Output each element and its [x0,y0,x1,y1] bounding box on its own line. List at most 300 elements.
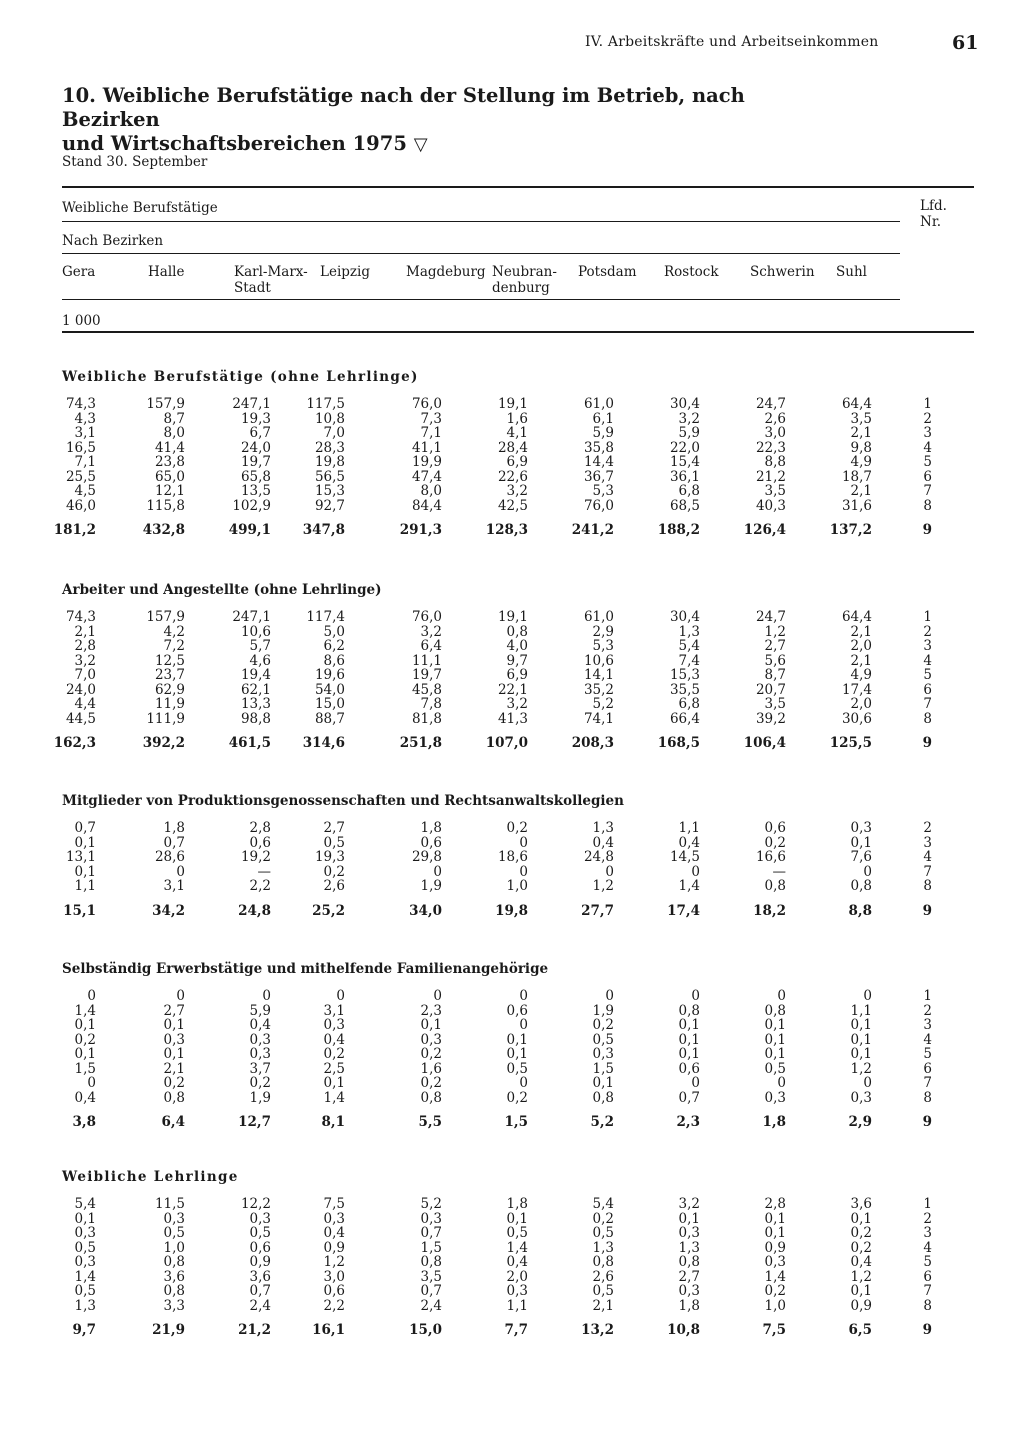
table-cell: 19,7 [240,454,271,470]
table-cell: 7,5 [762,1322,786,1338]
table-cell: 0 [87,988,96,1004]
table-cell: 98,8 [240,710,271,727]
table-cell: 54,0 [314,681,345,698]
table-cell: 0 [777,1075,786,1091]
table-cell: 13,5 [240,483,271,499]
table-cell: 45,8 [411,681,442,698]
table-cell: 1,5 [74,1060,96,1077]
table-cell: 0 [519,863,528,880]
table-cell: 0,2 [420,1075,442,1091]
table-cell: 41,3 [497,710,528,727]
table-cell: 4,9 [850,454,872,470]
column-header-line: Magdeburg [406,264,486,280]
row-number: 3 [923,1225,932,1241]
table-cell: 0,2 [323,863,345,880]
table-row [0,668,1024,683]
row-number: 8 [923,1297,932,1314]
table-cell: 1,8 [163,820,185,836]
table-cell: 392,2 [142,735,185,751]
table-cell: 3,1 [74,425,96,441]
table-cell: 3,6 [249,1268,271,1285]
table-cell: 0 [863,863,872,880]
table-cell: 22,0 [669,439,700,456]
table-row [0,1062,1024,1077]
table-cell: 8,8 [764,454,786,470]
table-cell: 1,8 [420,820,442,836]
table-cell: 2,6 [592,1268,614,1285]
table-cell: 1,4 [74,1268,96,1285]
table-cell: 19,4 [240,667,271,683]
total-row [0,902,1024,920]
table-cell: 2,1 [850,483,872,499]
table-cell: 181,2 [53,522,96,538]
table-cell: 0,1 [678,1031,700,1048]
table-cell: 0,4 [850,1254,872,1270]
table-cell: 0,2 [506,1089,528,1106]
table-row [0,836,1024,851]
table-cell: 0,3 [850,1089,872,1106]
table-cell: 2,7 [678,1268,700,1285]
row-number: 2 [923,1002,932,1019]
row-number: 4 [923,1031,932,1048]
table-cell: 15,3 [314,483,345,499]
column-header-line: Potsdam [578,264,637,280]
table-cell: 0 [433,988,442,1004]
table-cell: 19,7 [411,667,442,683]
table-cell: 0,2 [506,820,528,836]
table-cell: 0,1 [850,1046,872,1062]
column-header [750,264,815,280]
table-cell: 7,1 [74,454,96,470]
table-cell: 0 [519,1075,528,1091]
table-cell: 24,0 [240,439,271,456]
table-cell: 0,1 [678,1210,700,1227]
table-cell: 92,7 [314,497,345,514]
table-cell: 10,6 [583,652,614,669]
table-cell: 0 [519,834,528,851]
table-cell: 22,1 [497,681,528,698]
lfd-line-2: Nr. [920,214,942,230]
header-rule-3 [62,299,900,300]
table-cell: 22,6 [497,468,528,485]
table-cell: 1,9 [249,1089,271,1106]
row-number: 1 [923,609,932,625]
table-cell: 0 [863,988,872,1004]
table-cell: 1,3 [74,1297,96,1314]
table-cell: 39,2 [755,710,786,727]
table-cell: 0,7 [420,1283,442,1299]
table-cell: 3,2 [506,483,528,499]
table-cell: 106,4 [743,735,786,751]
table-cell: 5,9 [249,1002,271,1019]
table-cell: 1,3 [678,1239,700,1256]
table-cell: 2,6 [323,878,345,894]
table-cell: 36,7 [583,468,614,485]
table-cell: 0,1 [850,834,872,851]
table-cell: 18,7 [841,468,872,485]
table-cell: 0,5 [592,1031,614,1048]
table-cell: 0,4 [74,1089,96,1106]
table-cell: 3,5 [420,1268,442,1285]
table-cell: 0,3 [163,1031,185,1048]
column-header-line: Schwerin [750,264,815,280]
table-cell: 46,0 [65,497,96,514]
row-number: 3 [923,425,932,441]
table-cell: 0,3 [249,1046,271,1062]
table-cell: 65,8 [240,468,271,485]
column-header-line: Stadt [234,280,271,296]
table-cell: 56,5 [314,468,345,485]
table-cell: 19,1 [497,396,528,412]
table-row [0,879,1024,894]
table-cell: 1,5 [420,1239,442,1256]
table-cell: 8,8 [848,902,872,919]
table-cell: 3,6 [163,1268,185,1285]
table-cell: 2,4 [420,1297,442,1314]
table-cell: 0,3 [678,1225,700,1241]
row-number: 1 [923,396,932,412]
table-cell: 1,2 [850,1060,872,1077]
table-cell: 0,8 [163,1283,185,1299]
table-row [0,1033,1024,1048]
table-cell: 0,3 [420,1210,442,1227]
table-cell: 28,6 [154,849,185,865]
table-cell: 1,2 [850,1268,872,1285]
row-number: 6 [923,1268,932,1285]
table-cell: 2,5 [323,1060,345,1077]
table-cell: 0 [176,988,185,1004]
table-cell: 0,8 [420,1254,442,1270]
table-cell: 0,7 [678,1089,700,1106]
total-row [0,1113,1024,1131]
table-cell: 74,3 [65,396,96,412]
table-cell: 0 [262,988,271,1004]
table-cell: 5,7 [249,638,271,654]
row-number: 9 [922,1322,932,1338]
column-header [148,264,184,280]
table-cell: 0,7 [249,1283,271,1299]
table-row [0,1299,1024,1314]
table-cell: 1,2 [592,878,614,894]
table-row [0,1270,1024,1285]
row-number: 2 [923,410,932,427]
header-rule-1 [62,221,900,222]
table-cell: 1,4 [74,1002,96,1019]
row-number: 5 [923,667,932,683]
table-cell: 117,5 [306,396,345,412]
column-header-line: Karl-Marx- [234,264,308,280]
table-cell: 7,0 [74,667,96,683]
table-cell: 1,6 [420,1060,442,1077]
table-cell: 0,3 [249,1031,271,1048]
table-cell: 40,3 [755,497,786,514]
table-cell: 0,8 [420,1089,442,1106]
table-cell: 251,8 [399,735,442,751]
table-cell: 7,5 [323,1196,345,1212]
table-cell: 291,3 [399,522,442,538]
table-cell: 0,4 [323,1225,345,1241]
table-cell: 0,8 [850,878,872,894]
table-cell: 137,2 [829,522,872,538]
table-cell: 9,7 [506,652,528,669]
table-cell: 74,3 [65,609,96,625]
table-cell: 21,2 [238,1322,271,1338]
table-cell: 0,3 [592,1046,614,1062]
row-number: 9 [922,735,932,751]
table-cell: 16,1 [312,1322,345,1338]
table-cell: 74,1 [583,710,614,727]
title-line-2-text: und Wirtschaftsbereichen 1975 [62,132,407,155]
table-cell: 117,4 [306,609,345,625]
table-cell: 0,1 [74,1046,96,1062]
total-row [0,734,1024,752]
row-number: 3 [923,834,932,851]
table-cell: 107,0 [485,735,528,751]
row-number: 4 [923,1239,932,1256]
table-cell: 7,6 [850,849,872,865]
table-cell: 22,3 [755,439,786,456]
table-row [0,850,1024,865]
table-cell: 8,7 [163,410,185,427]
table-cell: 1,8 [678,1297,700,1314]
table-cell: 0,4 [592,834,614,851]
table-cell: 0,1 [850,1283,872,1299]
row-number: 3 [923,1017,932,1033]
table-row [0,470,1024,485]
row-number: 4 [923,849,932,865]
table-row [0,639,1024,654]
table-cell: 0,1 [420,1017,442,1033]
table-cell: 76,0 [583,497,614,514]
table-cell: 81,8 [411,710,442,727]
table-cell: 1,3 [592,1239,614,1256]
table-cell: 88,7 [314,710,345,727]
table-cell: 30,6 [841,710,872,727]
table-cell: 0 [863,1075,872,1091]
table-cell: 7,7 [504,1322,528,1338]
table-cell: 31,6 [841,497,872,514]
table-cell: 5,6 [764,652,786,669]
table-cell: 8,7 [764,667,786,683]
table-cell: 25,5 [65,468,96,485]
table-cell: 0,2 [249,1075,271,1091]
column-header-line: Neubran- [492,264,557,280]
table-cell: 2,2 [323,1297,345,1314]
table-cell: 3,2 [506,696,528,712]
table-cell: 0,3 [764,1254,786,1270]
table-cell: 0,3 [74,1225,96,1241]
title-line-1: 10. Weibliche Berufstätige nach der Stellung im Betrieb, nach Bezirken [62,84,745,131]
table-cell: 19,8 [314,454,345,470]
column-header-line: Halle [148,264,185,280]
table-cell: 0,1 [764,1031,786,1048]
table-cell: 14,1 [583,667,614,683]
table-cell: 3,2 [678,410,700,427]
table-row [0,625,1024,640]
table-cell: 7,2 [163,638,185,654]
table-cell: 2,7 [163,1002,185,1019]
table-title [62,84,782,157]
table-cell: 126,4 [743,522,786,538]
table-cell: 6,1 [592,410,614,427]
table-cell: 6,9 [506,667,528,683]
table-cell: 3,0 [323,1268,345,1285]
table-cell: 0,1 [163,1046,185,1062]
table-cell: 15,3 [669,667,700,683]
table-cell: 0,1 [74,834,96,851]
table-cell: 6,9 [506,454,528,470]
table-cell: 0,3 [420,1031,442,1048]
row-number: 2 [923,623,932,640]
table-cell: 12,1 [154,483,185,499]
column-header [492,264,557,296]
table-cell: 0,2 [420,1046,442,1062]
table-cell: 1,6 [506,410,528,427]
table-cell: 0 [87,1075,96,1091]
table-cell: 15,0 [314,696,345,712]
table-cell: 5,5 [418,1114,442,1130]
table-cell: 157,9 [146,609,185,625]
table-cell: 0,8 [163,1089,185,1106]
section-title: Selbständig Erwerbstätige und mithelfende Familienangehörige [62,961,549,977]
table-cell: 0,6 [323,1283,345,1299]
column-header [406,264,486,280]
table-cell: 208,3 [571,735,614,751]
table-cell: 5,9 [678,425,700,441]
table-cell: 0,8 [764,1002,786,1019]
table-cell: 62,9 [154,681,185,698]
table-cell: 3,5 [850,410,872,427]
table-cell: 19,6 [314,667,345,683]
table-cell: 0,1 [163,1017,185,1033]
section-title: Arbeiter und Angestellte (ohne Lehrlinge) [62,582,382,598]
table-cell: 0 [777,988,786,1004]
table-cell: 11,5 [154,1196,185,1212]
table-cell: 4,0 [506,638,528,654]
table-cell: 19,3 [240,410,271,427]
table-cell: 347,8 [302,522,345,538]
table-cell: 0,1 [764,1225,786,1241]
table-cell: 0,3 [163,1210,185,1227]
table-cell: 5,2 [592,696,614,712]
section-title: Mitglieder von Produktionsgenossenschaften und Rechtsanwaltskollegien [62,793,624,809]
table-cell: 7,4 [678,652,700,669]
table-cell: 0,2 [592,1210,614,1227]
row-number: 5 [923,1046,932,1062]
table-cell: 0,3 [323,1017,345,1033]
row-number: 2 [923,820,932,836]
reference-date: Stand 30. September [62,154,208,170]
table-cell: 0,3 [249,1210,271,1227]
table-cell: 0,2 [764,834,786,851]
header-subgroup-label: Nach Bezirken [62,233,164,249]
table-cell: 1,0 [506,878,528,894]
table-cell: 1,3 [592,820,614,836]
table-row [0,1255,1024,1270]
table-cell: 2,1 [850,425,872,441]
table-row [0,1076,1024,1091]
table-row [0,412,1024,427]
table-cell: 64,4 [841,396,872,412]
table-cell: 41,4 [154,439,185,456]
table-cell: 7,8 [420,696,442,712]
column-header-line: Gera [62,264,96,280]
table-cell: 0,1 [506,1046,528,1062]
table-row [0,1091,1024,1106]
table-cell: 9,7 [72,1322,96,1338]
row-number: 9 [922,1114,932,1130]
table-row [0,1004,1024,1019]
table-cell: 44,5 [65,710,96,727]
table-row [0,821,1024,836]
table-cell: 4,5 [74,483,96,499]
table-cell: 1,0 [163,1239,185,1256]
table-cell: 0,1 [850,1031,872,1048]
table-cell: 125,5 [829,735,872,751]
table-cell: 15,1 [63,902,96,919]
table-cell: 13,2 [581,1322,614,1338]
table-cell: 241,2 [571,522,614,538]
table-cell: 34,2 [152,902,185,919]
row-number: 7 [923,1075,932,1091]
table-cell: 0,1 [506,1210,528,1227]
table-cell: 0,8 [592,1254,614,1270]
table-cell: 188,2 [657,522,700,538]
header-group-label: Weibliche Berufstätige [62,200,218,216]
table-cell: 0,6 [506,1002,528,1019]
table-cell: 17,4 [841,681,872,698]
row-number: 4 [923,439,932,456]
table-cell: 0,8 [163,1254,185,1270]
table-cell: 19,3 [314,849,345,865]
table-cell: 19,8 [495,902,528,919]
table-cell: 3,1 [323,1002,345,1019]
table-cell: 5,4 [678,638,700,654]
table-row [0,697,1024,712]
table-cell: 36,1 [669,468,700,485]
chapter-heading: IV. Arbeitskräfte und Arbeitseinkommen [585,34,879,50]
table-cell: 2,1 [74,623,96,640]
table-cell: 0,1 [74,1210,96,1227]
table-cell: 2,6 [764,410,786,427]
table-cell: 1,2 [764,623,786,640]
table-cell: 29,8 [411,849,442,865]
table-cell: 2,9 [592,623,614,640]
table-cell: 0,1 [323,1075,345,1091]
table-cell: 3,8 [72,1114,96,1130]
table-row [0,484,1024,499]
table-cell: 0,9 [323,1239,345,1256]
table-cell: 11,9 [154,696,185,712]
table-cell: 2,7 [323,820,345,836]
row-number: 7 [923,483,932,499]
table-cell: 0,6 [249,1239,271,1256]
table-row [0,1284,1024,1299]
table-cell: 0,1 [74,1017,96,1033]
table-cell: 25,2 [312,902,345,919]
table-cell: 1,1 [678,820,700,836]
table-cell: 102,9 [232,497,271,514]
table-cell: 1,3 [678,623,700,640]
table-cell: 23,8 [154,454,185,470]
table-cell: 1,4 [506,1239,528,1256]
table-cell: 0,2 [74,1031,96,1048]
table-cell: 0 [691,1075,700,1091]
table-cell: 6,4 [161,1114,185,1130]
table-cell: 0 [691,988,700,1004]
table-cell: 12,5 [154,652,185,669]
row-number: 7 [923,696,932,712]
